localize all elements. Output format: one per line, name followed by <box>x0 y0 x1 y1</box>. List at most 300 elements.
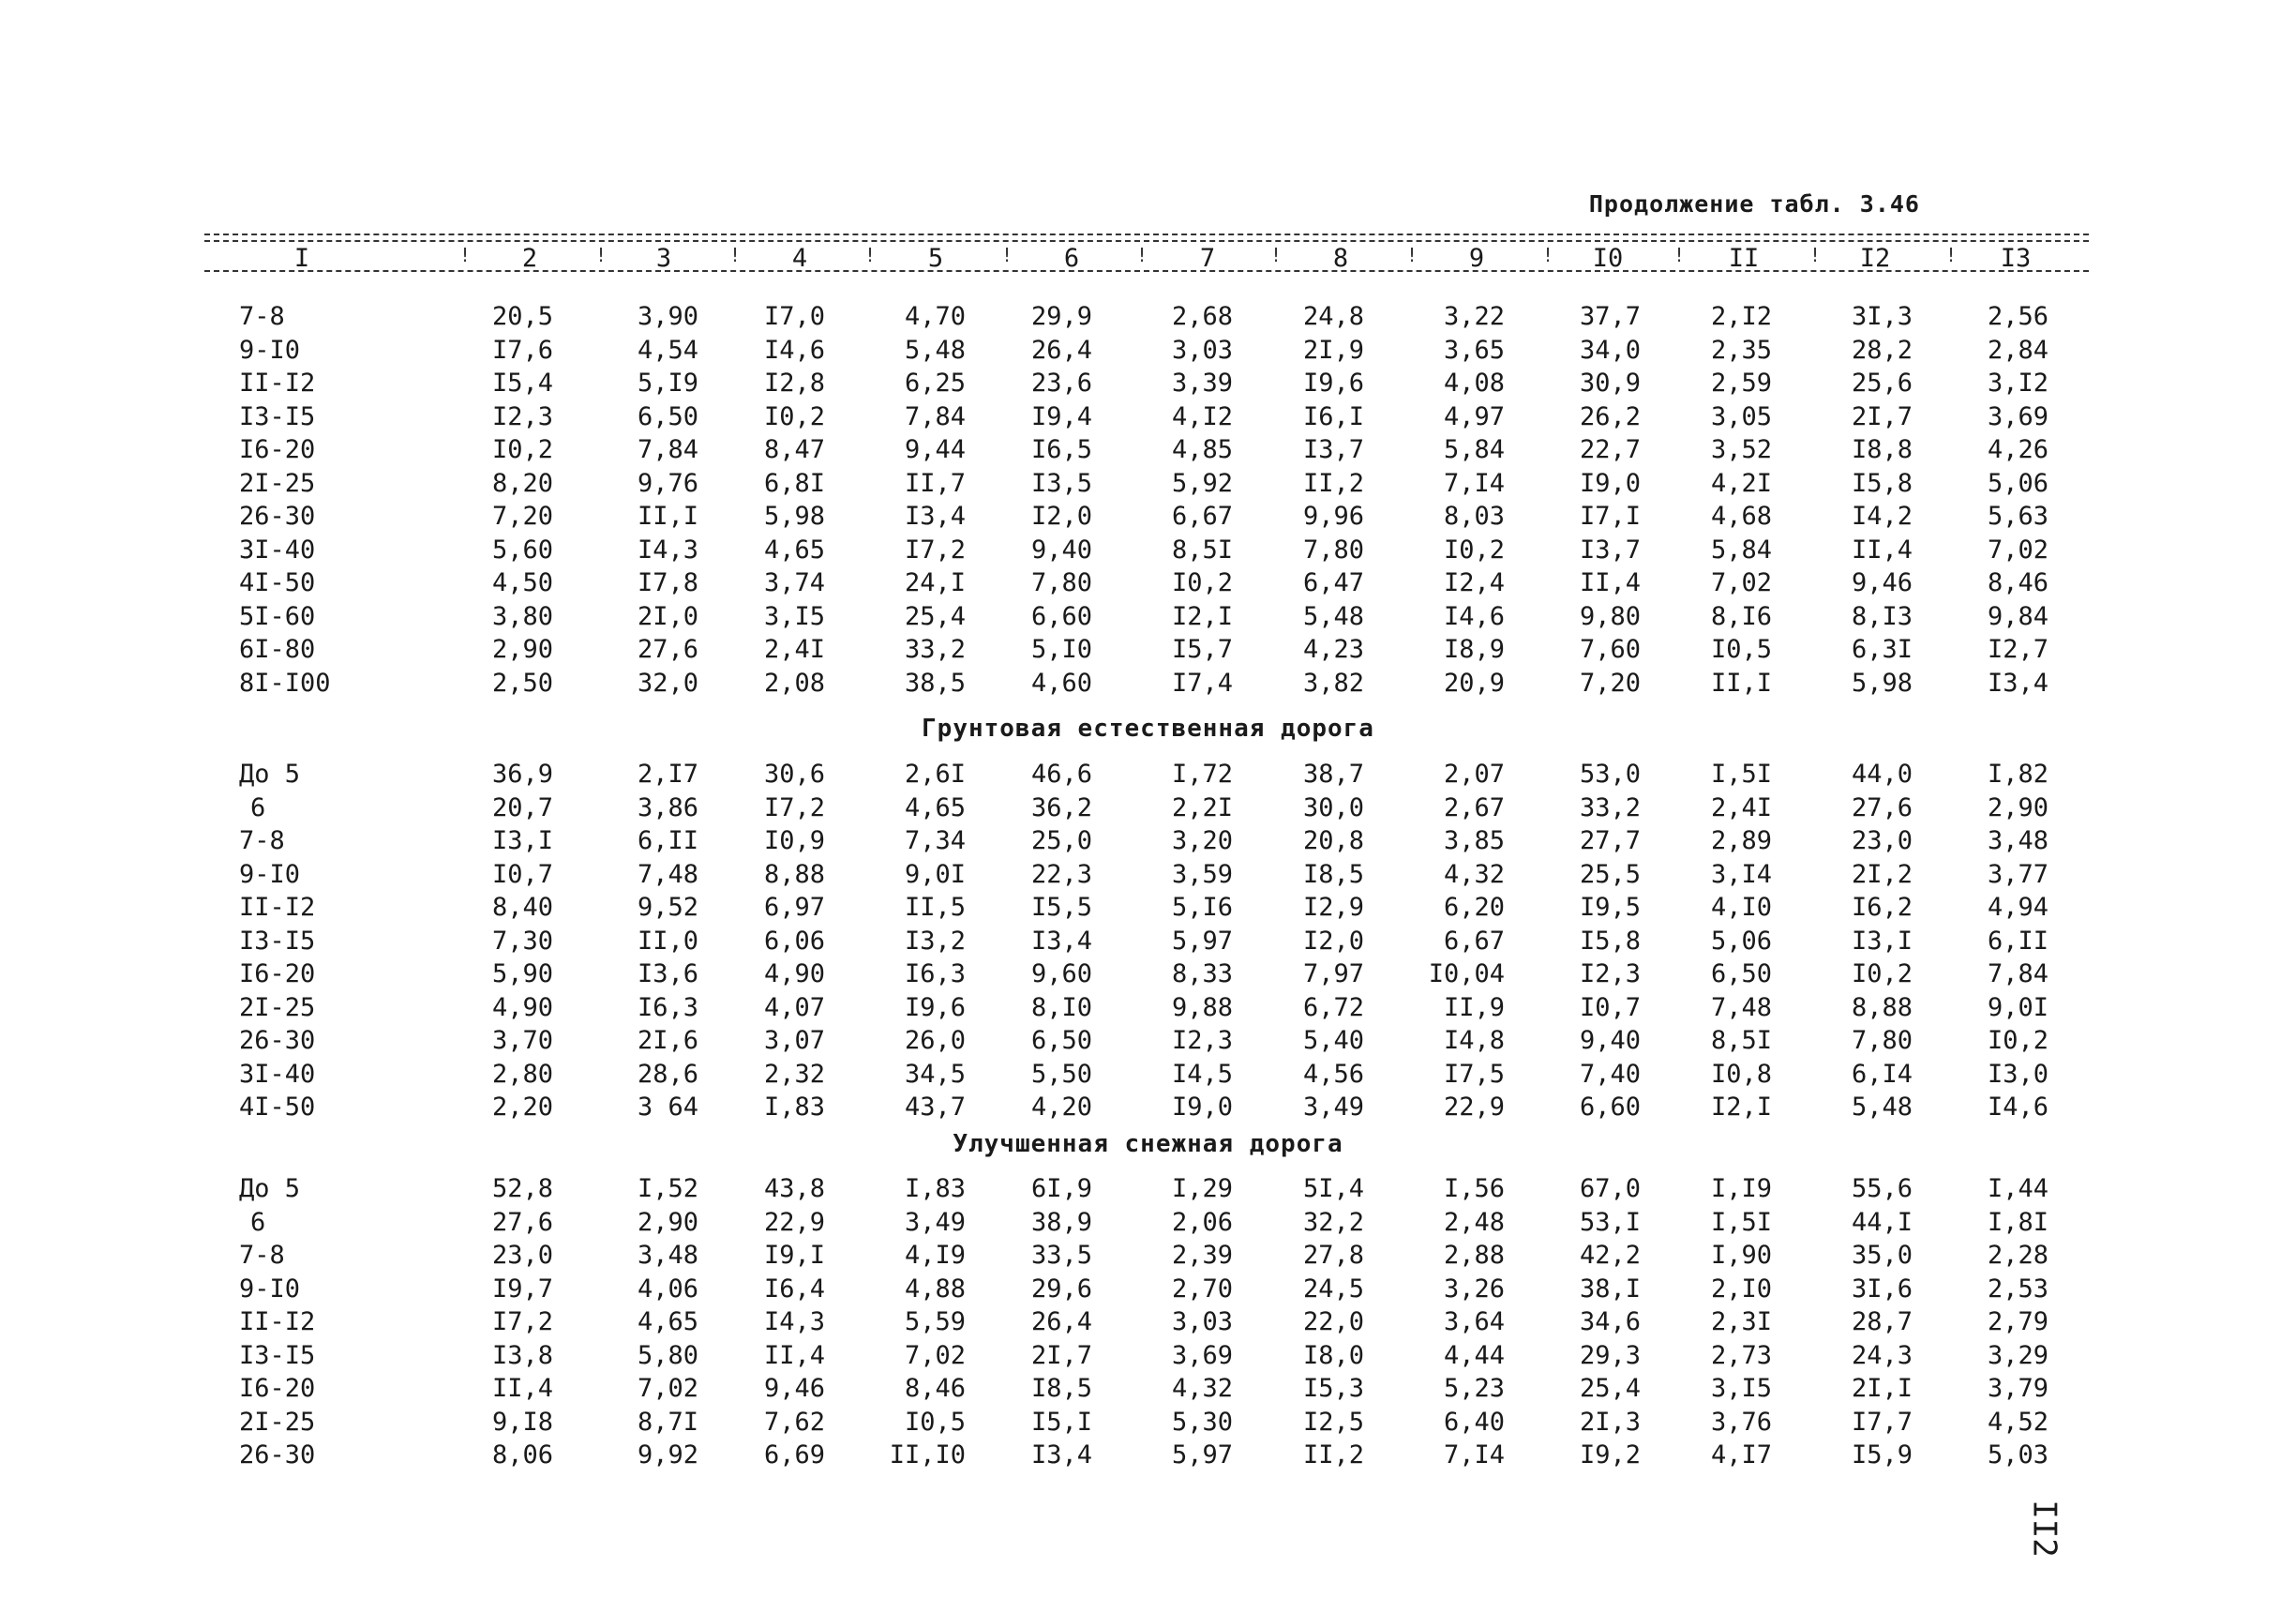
table-cell: 8,46 <box>904 1374 966 1403</box>
table-cell: 3,07 <box>763 1026 825 1055</box>
table-cell: 8,5I <box>1171 535 1233 565</box>
table-cell: 32,2 <box>1302 1207 1364 1237</box>
table-cell: 6,72 <box>1302 992 1364 1022</box>
table-cell: 8,I3 <box>1851 601 1913 631</box>
table-cell: 3,69 <box>1171 1340 1233 1370</box>
table-cell: 9,60 <box>1030 959 1092 988</box>
column-separator: ! <box>1809 244 1822 266</box>
table-cell: 22,9 <box>763 1207 825 1237</box>
row-label: 6 <box>250 792 266 822</box>
table-cell: 29,3 <box>1579 1340 1641 1370</box>
row-label: 7-8 <box>239 826 285 855</box>
table-cell: 6,II <box>1987 926 2048 956</box>
table-cell: 24,I <box>904 568 966 597</box>
table-cell: 9,52 <box>637 893 698 922</box>
row-label: 9-I0 <box>239 859 301 889</box>
table-cell: I5,8 <box>1579 926 1641 956</box>
table-cell: 38,7 <box>1302 760 1364 789</box>
table-cell: II,0 <box>637 926 698 956</box>
table-cell: I4,6 <box>1987 1093 2048 1122</box>
table-cell: 3,90 <box>637 302 698 331</box>
table-cell: 43,8 <box>763 1174 825 1203</box>
table-cell: I0,2 <box>1851 959 1913 988</box>
table-cell: 67,0 <box>1579 1174 1641 1203</box>
table-cell: I0,2 <box>1443 535 1505 565</box>
table-cell: 5,60 <box>491 535 553 565</box>
table-row <box>0 793 2296 826</box>
table-cell: 7,62 <box>763 1407 825 1437</box>
table-cell: I7,2 <box>904 535 966 565</box>
table-cell: 38,5 <box>904 668 966 698</box>
table-cell: I4,2 <box>1851 502 1913 531</box>
header-rule-top <box>204 234 2089 235</box>
table-cell: II,9 <box>1443 992 1505 1022</box>
table-cell: 3,20 <box>1171 826 1233 855</box>
column-separator: ! <box>1673 244 1686 266</box>
table-row <box>0 568 2296 601</box>
table-cell: I2,9 <box>1302 893 1364 922</box>
table-cell: I,29 <box>1171 1174 1233 1203</box>
table-cell: 26,4 <box>1030 1307 1092 1336</box>
row-label: 5I-60 <box>239 601 316 631</box>
table-cell: 9,40 <box>1579 1026 1641 1055</box>
table-cell: 4,06 <box>637 1274 698 1304</box>
row-label: 4I-50 <box>239 568 316 597</box>
table-cell: 5,03 <box>1987 1440 2048 1470</box>
table-cell: I0,7 <box>1579 992 1641 1022</box>
table-cell: 20,9 <box>1443 668 1505 698</box>
table-cell: 27,6 <box>1851 792 1913 822</box>
table-cell: 33,2 <box>1579 792 1641 822</box>
table-cell: 2I,6 <box>637 1026 698 1055</box>
table-cell: 2I,7 <box>1851 401 1913 431</box>
row-label: I3-I5 <box>239 1340 316 1370</box>
table-cell: I0,2 <box>1987 1026 2048 1055</box>
table-row <box>0 1307 2296 1340</box>
column-header-7: 7 <box>1199 244 1216 273</box>
table-cell: I,82 <box>1987 760 2048 789</box>
table-cell: I0,5 <box>904 1407 966 1437</box>
table-cell: 6,47 <box>1302 568 1364 597</box>
table-cell: 3,64 <box>1443 1307 1505 1336</box>
table-row <box>0 1374 2296 1407</box>
table-cell: 36,2 <box>1030 792 1092 822</box>
table-cell: 9,0I <box>1987 992 2048 1022</box>
table-cell: 2,80 <box>491 1059 553 1089</box>
table-cell: 3,49 <box>1302 1093 1364 1122</box>
table-cell: 6,50 <box>1030 1026 1092 1055</box>
table-row <box>0 1341 2296 1374</box>
table-cell: 4,70 <box>904 302 966 331</box>
table-cell: I5,I <box>1030 1407 1092 1437</box>
table-cell: 7,I4 <box>1443 468 1505 498</box>
table-cell: 2I,2 <box>1851 859 1913 889</box>
table-cell: 3,26 <box>1443 1274 1505 1304</box>
table-cell: I8,5 <box>1030 1374 1092 1403</box>
table-row <box>0 993 2296 1026</box>
column-header-2: 2 <box>521 244 538 273</box>
table-cell: 22,9 <box>1443 1093 1505 1122</box>
table-cell: 4,I9 <box>904 1241 966 1270</box>
column-separator: ! <box>729 244 742 266</box>
table-cell: II,4 <box>491 1374 553 1403</box>
table-cell: 2,90 <box>1987 792 2048 822</box>
table-cell: II,5 <box>904 893 966 922</box>
table-cell: I0,04 <box>1428 959 1505 988</box>
table-cell: 4,23 <box>1302 635 1364 664</box>
table-cell: II,2 <box>1302 468 1364 498</box>
table-cell: 5,98 <box>1851 668 1913 698</box>
table-cell: 29,9 <box>1030 302 1092 331</box>
table-cell: 4,08 <box>1443 369 1505 398</box>
table-cell: 6,8I <box>763 468 825 498</box>
table-cell: 5I,4 <box>1302 1174 1364 1203</box>
table-cell: I2,7 <box>1987 635 2048 664</box>
table-cell: 4,90 <box>763 959 825 988</box>
table-cell: 27,8 <box>1302 1241 1364 1270</box>
table-row <box>0 1060 2296 1093</box>
table-cell: 3,05 <box>1710 401 1772 431</box>
table-row <box>0 1408 2296 1440</box>
table-cell: I,5I <box>1710 760 1772 789</box>
page-number: II2 <box>2025 1500 2063 1558</box>
table-cell: 3I,6 <box>1851 1274 1913 1304</box>
row-label: 9-I0 <box>239 1274 301 1304</box>
table-cell: 3,80 <box>491 601 553 631</box>
table-cell: 3,70 <box>491 1026 553 1055</box>
table-cell: 2,20 <box>491 1093 553 1122</box>
table-cell: I4,5 <box>1171 1059 1233 1089</box>
table-cell: 20,8 <box>1302 826 1364 855</box>
table-cell: 7,I4 <box>1443 1440 1505 1470</box>
table-cell: 3,79 <box>1987 1374 2048 1403</box>
table-row <box>0 826 2296 859</box>
table-cell: 27,6 <box>491 1207 553 1237</box>
table-cell: 2,3I <box>1710 1307 1772 1336</box>
column-separator: ! <box>864 244 877 266</box>
table-cell: 46,6 <box>1030 760 1092 789</box>
table-cell: 34,6 <box>1579 1307 1641 1336</box>
table-cell: I0,2 <box>491 435 553 464</box>
table-cell: 34,5 <box>904 1059 966 1089</box>
table-cell: I8,5 <box>1302 859 1364 889</box>
table-cell: 2,90 <box>637 1207 698 1237</box>
table-cell: I9,0 <box>1171 1093 1233 1122</box>
table-row <box>0 535 2296 568</box>
table-cell: I6,3 <box>904 959 966 988</box>
table-cell: 33,2 <box>904 635 966 664</box>
table-cell: 8,I6 <box>1710 601 1772 631</box>
table-cell: 9,0I <box>904 859 966 889</box>
row-label: 8I-I00 <box>239 668 331 698</box>
column-header-11: II <box>1728 244 1760 273</box>
table-cell: I3,4 <box>1030 1440 1092 1470</box>
table-cell: 3,65 <box>1443 335 1505 365</box>
table-cell: 7,02 <box>1987 535 2048 565</box>
table-cell: I,72 <box>1171 760 1233 789</box>
row-label: 26-30 <box>239 502 316 531</box>
table-cell: 4,52 <box>1987 1407 2048 1437</box>
table-cell: 2,67 <box>1443 792 1505 822</box>
table-cell: I,44 <box>1987 1174 2048 1203</box>
table-cell: 4,56 <box>1302 1059 1364 1089</box>
table-cell: I7,8 <box>637 568 698 597</box>
table-cell: 4,I2 <box>1171 401 1233 431</box>
row-label: 4I-50 <box>239 1093 316 1122</box>
table-cell: 6,60 <box>1030 601 1092 631</box>
table-row <box>0 302 2296 335</box>
table-cell: 4,88 <box>904 1274 966 1304</box>
table-cell: 33,5 <box>1030 1241 1092 1270</box>
table-cell: I0,7 <box>491 859 553 889</box>
table-cell: 5,06 <box>1710 926 1772 956</box>
table-cell: 2I,7 <box>1030 1340 1092 1370</box>
table-cell: 4,54 <box>637 335 698 365</box>
table-cell: 2,6I <box>904 760 966 789</box>
table-cell: 9,40 <box>1030 535 1092 565</box>
table-cell: I2,0 <box>1030 502 1092 531</box>
table-cell: 5,84 <box>1710 535 1772 565</box>
table-cell: I5,3 <box>1302 1374 1364 1403</box>
table-row <box>0 336 2296 369</box>
table-cell: 8,20 <box>491 468 553 498</box>
table-cell: I0,2 <box>763 401 825 431</box>
table-cell: 26,2 <box>1579 401 1641 431</box>
table-cell: 3,48 <box>1987 826 2048 855</box>
table-cell: 8,40 <box>491 893 553 922</box>
table-cell: I6,2 <box>1851 893 1913 922</box>
table-cell: 4,I7 <box>1710 1440 1772 1470</box>
table-cell: 6I,9 <box>1030 1174 1092 1203</box>
table-cell: I6,4 <box>763 1274 825 1304</box>
column-separator: ! <box>1542 244 1554 266</box>
table-row <box>0 959 2296 992</box>
table-cell: I3,I <box>491 826 553 855</box>
table-cell: I3,4 <box>1987 668 2048 698</box>
table-cell: 8,88 <box>763 859 825 889</box>
table-cell: 28,7 <box>1851 1307 1913 1336</box>
table-cell: I9,6 <box>1302 369 1364 398</box>
table-cell: 6,I4 <box>1851 1059 1913 1089</box>
table-cell: I6,5 <box>1030 435 1092 464</box>
table-cell: 23,0 <box>1851 826 1913 855</box>
table-cell: 4,I0 <box>1710 893 1772 922</box>
column-header-6: 6 <box>1063 244 1080 273</box>
table-cell: 3,49 <box>904 1207 966 1237</box>
table-cell: I5,8 <box>1851 468 1913 498</box>
table-cell: I2,3 <box>1171 1026 1233 1055</box>
table-cell: 5,I0 <box>1030 635 1092 664</box>
row-label: 26-30 <box>239 1440 316 1470</box>
table-row <box>0 893 2296 926</box>
table-cell: 27,6 <box>637 635 698 664</box>
table-cell: 7,80 <box>1302 535 1364 565</box>
table-cell: 26,0 <box>904 1026 966 1055</box>
table-cell: 38,9 <box>1030 1207 1092 1237</box>
table-cell: 5,48 <box>1851 1093 1913 1122</box>
table-cell: II,I <box>637 502 698 531</box>
table-cell: 2,48 <box>1443 1207 1505 1237</box>
table-cell: 6,50 <box>637 401 698 431</box>
column-separator: ! <box>1136 244 1148 266</box>
table-cell: 7,97 <box>1302 959 1364 988</box>
table-row <box>0 927 2296 959</box>
table-cell: I9,7 <box>491 1274 553 1304</box>
table-cell: I,5I <box>1710 1207 1772 1237</box>
table-cell: 3,86 <box>637 792 698 822</box>
table-cell: 4,85 <box>1171 435 1233 464</box>
table-cell: 2,I0 <box>1710 1274 1772 1304</box>
table-cell: 2,73 <box>1710 1340 1772 1370</box>
table-cell: 7,30 <box>491 926 553 956</box>
table-cell: 22,7 <box>1579 435 1641 464</box>
table-cell: I5,9 <box>1851 1440 1913 1470</box>
table-cell: I5,4 <box>491 369 553 398</box>
table-cell: 9,80 <box>1579 601 1641 631</box>
table-cell: 4,60 <box>1030 668 1092 698</box>
table-cell: 8,33 <box>1171 959 1233 988</box>
table-cell: I4,3 <box>763 1307 825 1336</box>
table-cell: 8,7I <box>637 1407 698 1437</box>
table-cell: 5,90 <box>491 959 553 988</box>
column-header-13: I3 <box>2000 244 2032 273</box>
table-cell: 24,5 <box>1302 1274 1364 1304</box>
table-row <box>0 469 2296 502</box>
table-cell: 20,5 <box>491 302 553 331</box>
table-cell: I3,I <box>1851 926 1913 956</box>
column-separator: ! <box>1001 244 1013 266</box>
table-cell: 28,2 <box>1851 335 1913 365</box>
table-cell: 5,40 <box>1302 1026 1364 1055</box>
table-cell: I7,5 <box>1443 1059 1505 1089</box>
table-row <box>0 1208 2296 1241</box>
table-row <box>0 1026 2296 1059</box>
table-cell: 6,60 <box>1579 1093 1641 1122</box>
table-cell: I,90 <box>1710 1241 1772 1270</box>
table-cell: 2,59 <box>1710 369 1772 398</box>
table-cell: 2,39 <box>1171 1241 1233 1270</box>
table-cell: 25,4 <box>904 601 966 631</box>
table-cell: 23,0 <box>491 1241 553 1270</box>
table-cell: 28,6 <box>637 1059 698 1089</box>
row-label: I3-I5 <box>239 401 316 431</box>
table-cell: 4,50 <box>491 568 553 597</box>
table-cell: 44,I <box>1851 1207 1913 1237</box>
table-row <box>0 435 2296 468</box>
column-separator: ! <box>1270 244 1283 266</box>
table-cell: 24,3 <box>1851 1340 1913 1370</box>
table-row <box>0 602 2296 635</box>
table-cell: 6,67 <box>1171 502 1233 531</box>
table-cell: 20,7 <box>491 792 553 822</box>
table-cell: I2,I <box>1171 601 1233 631</box>
row-label: I3-I5 <box>239 926 316 956</box>
table-cell: 4,32 <box>1443 859 1505 889</box>
table-cell: 7,02 <box>637 1374 698 1403</box>
table-cell: 8,I0 <box>1030 992 1092 1022</box>
table-cell: I,8I <box>1987 1207 2048 1237</box>
table-cell: I3,4 <box>904 502 966 531</box>
table-row <box>0 635 2296 668</box>
table-cell: I9,I <box>763 1241 825 1270</box>
table-cell: I,83 <box>904 1174 966 1203</box>
table-cell: I2,0 <box>1302 926 1364 956</box>
table-cell: 2,4I <box>1710 792 1772 822</box>
table-cell: I8,9 <box>1443 635 1505 664</box>
table-cell: I2,8 <box>763 369 825 398</box>
table-cell: 3,85 <box>1443 826 1505 855</box>
column-header-12: I2 <box>1859 244 1891 273</box>
section-title: Грунтовая естественная дорога <box>922 715 1374 743</box>
table-cell: I6,3 <box>637 992 698 1022</box>
table-cell: 4,2I <box>1710 468 1772 498</box>
table-cell: I3,0 <box>1987 1059 2048 1089</box>
table-cell: I9,2 <box>1579 1440 1641 1470</box>
table-cell: 7,48 <box>1710 992 1772 1022</box>
table-cell: I3,8 <box>491 1340 553 1370</box>
row-label: 6 <box>250 1207 266 1237</box>
row-label: 7-8 <box>239 302 285 331</box>
table-cell: I7,7 <box>1851 1407 1913 1437</box>
table-cell: I,52 <box>637 1174 698 1203</box>
table-cell: 4,97 <box>1443 401 1505 431</box>
table-cell: I9,6 <box>904 992 966 1022</box>
table-cell: 2,89 <box>1710 826 1772 855</box>
column-header-9: 9 <box>1468 244 1485 273</box>
table-cell: 3 64 <box>637 1093 698 1122</box>
table-cell: 26,4 <box>1030 335 1092 365</box>
table-row <box>0 369 2296 401</box>
table-cell: 2,70 <box>1171 1274 1233 1304</box>
table-row <box>0 402 2296 435</box>
table-cell: 4,44 <box>1443 1340 1505 1370</box>
table-cell: 9,96 <box>1302 502 1364 531</box>
table-cell: 2,I2 <box>1710 302 1772 331</box>
row-label: II-I2 <box>239 369 316 398</box>
table-cell: I7,4 <box>1171 668 1233 698</box>
table-cell: 36,9 <box>491 760 553 789</box>
table-cell: I7,2 <box>763 792 825 822</box>
table-cell: 7,60 <box>1579 635 1641 664</box>
table-cell: 9,44 <box>904 435 966 464</box>
table-cell: 7,80 <box>1030 568 1092 597</box>
table-cell: 7,34 <box>904 826 966 855</box>
table-cell: 7,84 <box>904 401 966 431</box>
table-cell: 8,47 <box>763 435 825 464</box>
table-row <box>0 502 2296 535</box>
table-cell: 9,92 <box>637 1440 698 1470</box>
table-row <box>0 1241 2296 1274</box>
column-separator: ! <box>595 244 608 266</box>
header-rule-bottom <box>204 270 2089 272</box>
table-cell: 5,50 <box>1030 1059 1092 1089</box>
table-cell: 2,84 <box>1987 335 2048 365</box>
table-cell: 3,82 <box>1302 668 1364 698</box>
column-header-8: 8 <box>1332 244 1349 273</box>
table-cell: 3,69 <box>1987 401 2048 431</box>
table-cell: I8,8 <box>1851 435 1913 464</box>
table-cell: I6,I <box>1302 401 1364 431</box>
table-cell: 4,65 <box>637 1307 698 1336</box>
table-cell: 9,46 <box>763 1374 825 1403</box>
table-cell: 30,9 <box>1579 369 1641 398</box>
table-cell: 7,48 <box>637 859 698 889</box>
table-cell: 9,46 <box>1851 568 1913 597</box>
table-cell: 6,40 <box>1443 1407 1505 1437</box>
table-cell: 5,97 <box>1171 1440 1233 1470</box>
table-cell: 2,06 <box>1171 1207 1233 1237</box>
table-cell: I5,5 <box>1030 893 1092 922</box>
